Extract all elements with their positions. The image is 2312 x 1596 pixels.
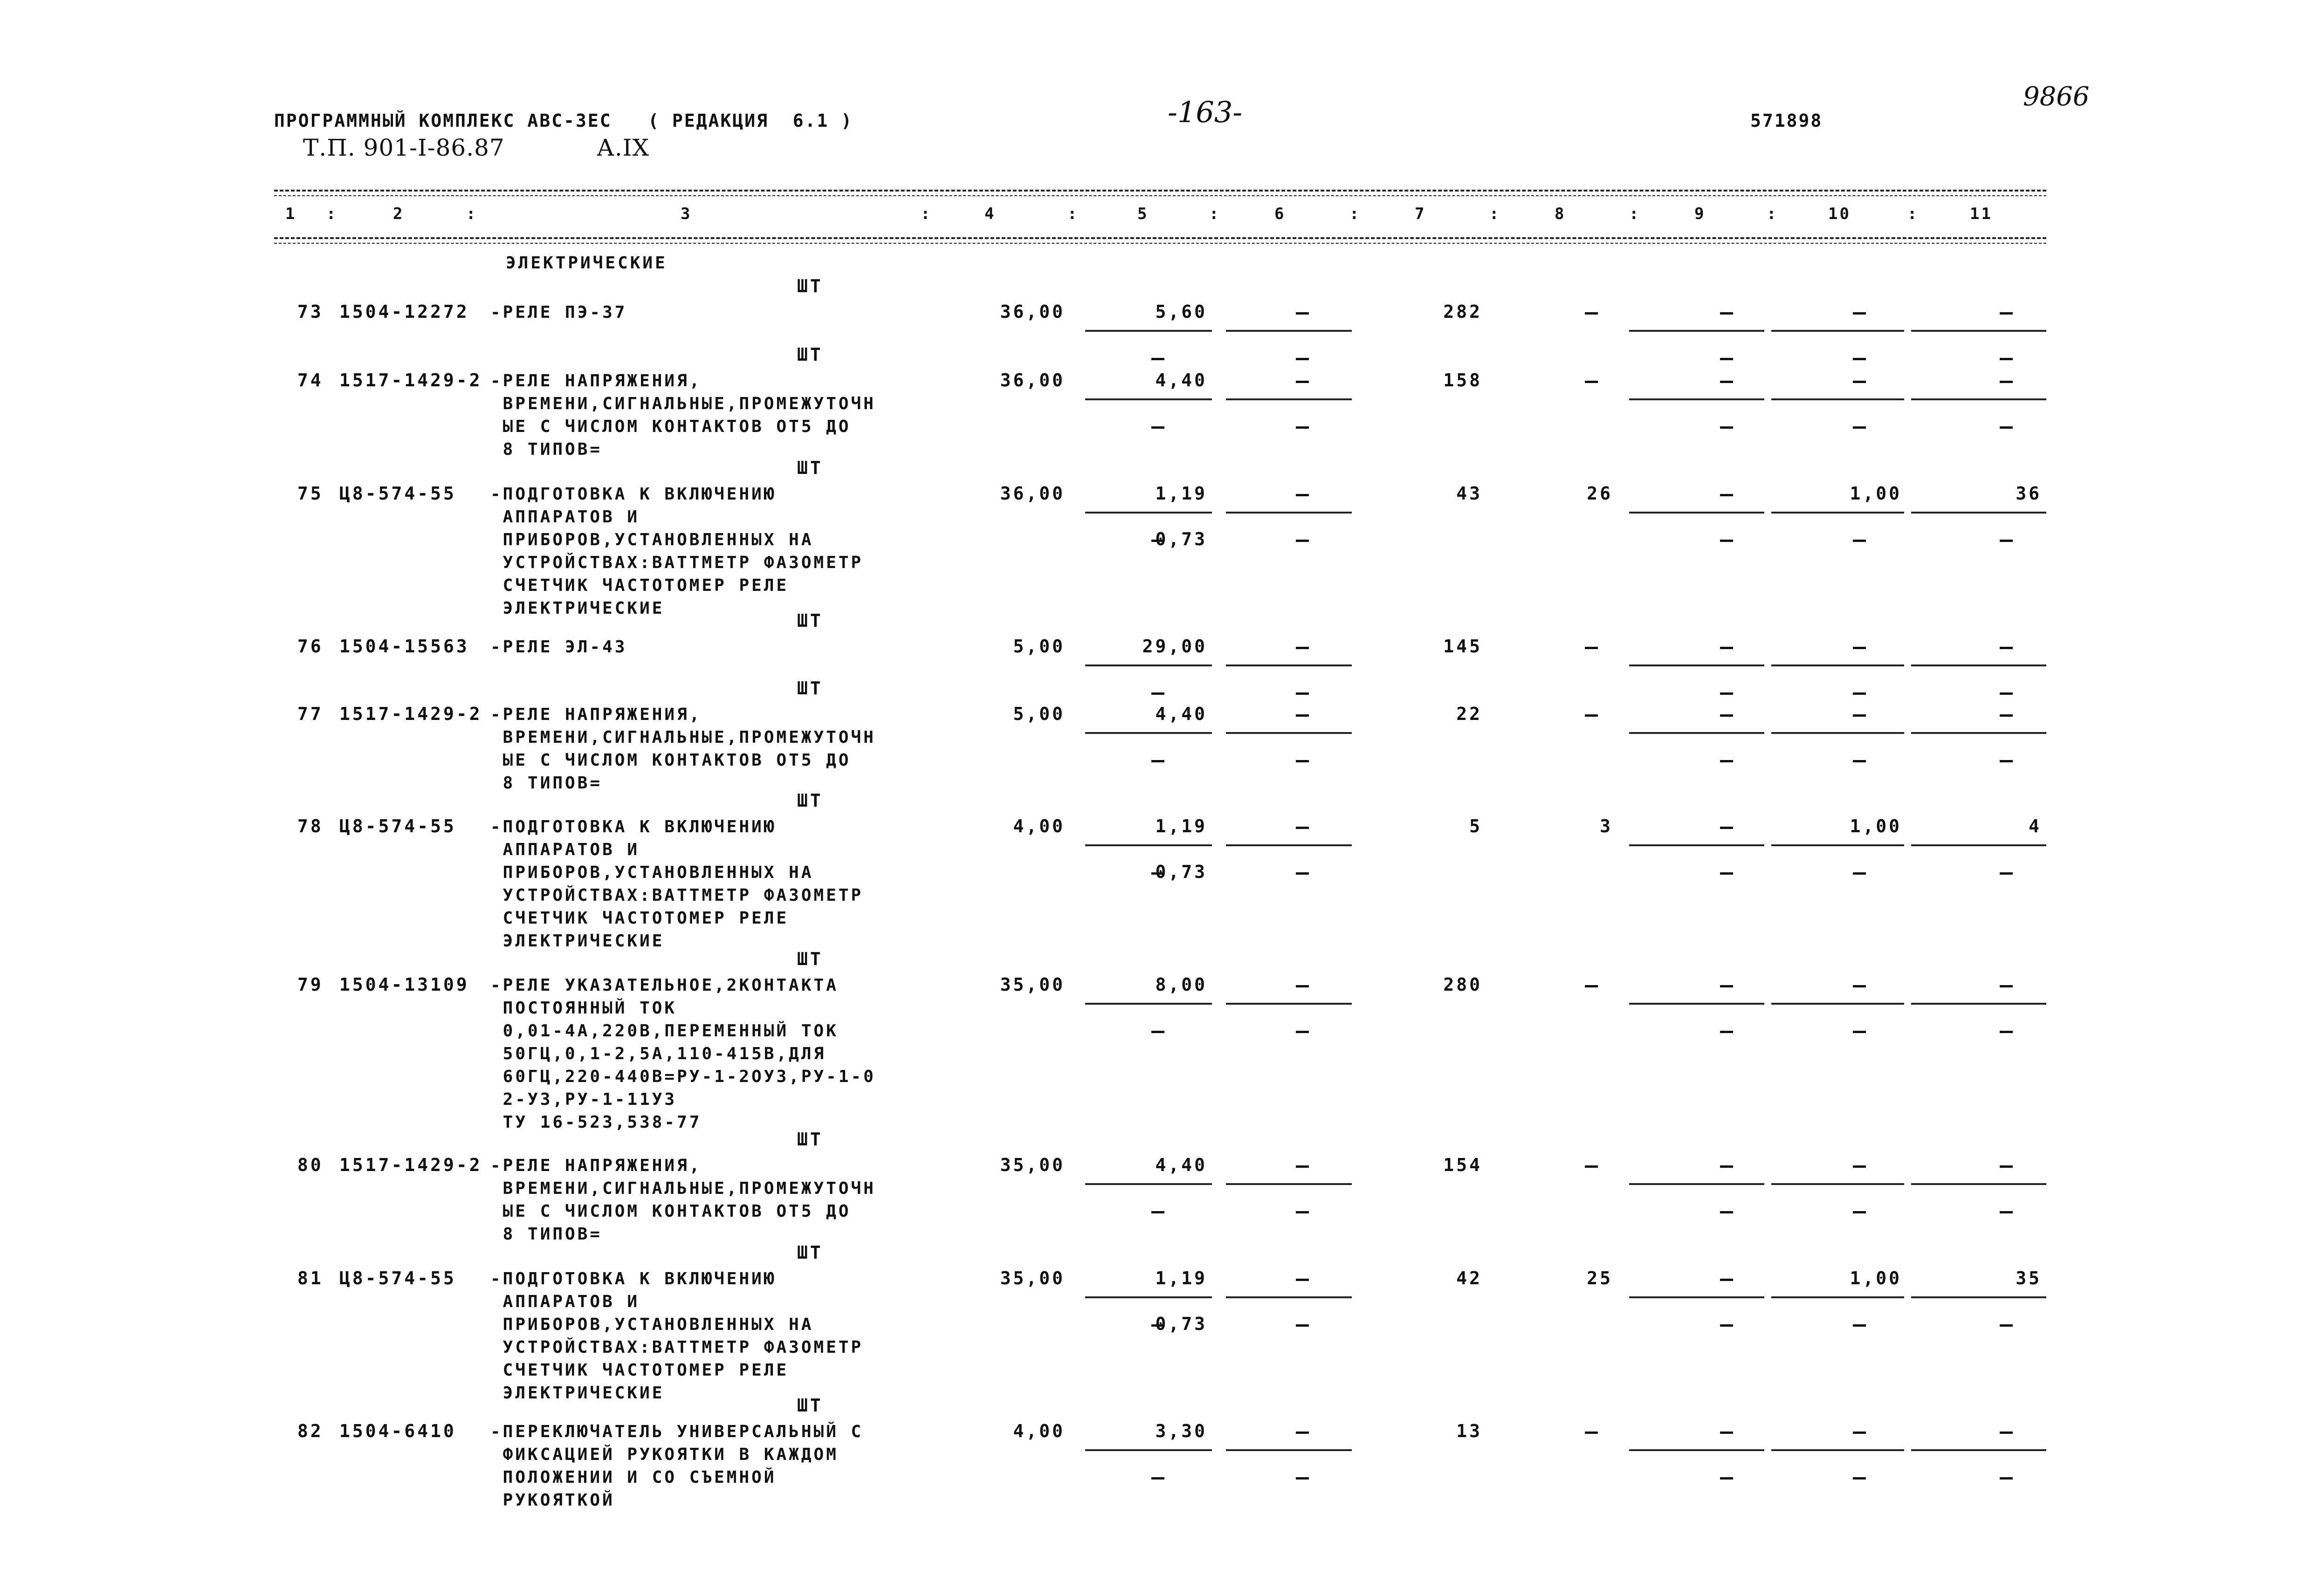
unit-label: ШТ	[797, 1242, 823, 1263]
cell-rule	[1771, 330, 1904, 332]
item-description: -ПОДГОТОВКА К ВКЛЮЧЕНИЮ АППАРАТОВ И ПРИБОРОВ,УСТАНОВЛЕННЫХ НА УСТРОЙСТВАХ:ВАТТМЕТР ФАЗОМЕТР СЧЕТЧИК ЧАСТОТОМЕР РЕЛЕ ЭЛЕКТРИЧЕСКИЕ	[490, 485, 864, 618]
cell-rule	[1911, 732, 2046, 734]
empty-cell-dash	[2000, 540, 2013, 542]
col4-value: 4,00	[1013, 816, 1065, 836]
item-code: 1517-1429-2	[339, 704, 482, 724]
empty-cell-dash	[1853, 1211, 1866, 1213]
col-separator: :	[1067, 205, 1079, 223]
empty-cell-dash	[1296, 426, 1309, 429]
empty-cell-dash	[1296, 1211, 1309, 1213]
empty-cell-dash	[2000, 760, 2013, 762]
item-description: -ПОДГОТОВКА К ВКЛЮЧЕНИЮ АППАРАТОВ И ПРИБОРОВ,УСТАНОВЛЕННЫХ НА УСТРОЙСТВАХ:ВАТТМЕТР ФАЗОМЕТР СЧЕТЧИК ЧАСТОТОМЕР РЕЛЕ ЭЛЕКТРИЧЕСКИЕ	[490, 1269, 864, 1403]
empty-cell-dash	[2000, 312, 2013, 315]
cell-rule	[1629, 1183, 1764, 1185]
cell-rule	[1771, 844, 1904, 846]
col-header-7: 7	[1415, 205, 1426, 223]
empty-cell-dash	[1296, 872, 1309, 875]
col-header-4: 4	[984, 205, 996, 223]
header-rule-bottom-2	[274, 243, 2046, 244]
row-number: 75	[297, 483, 323, 504]
empty-cell-dash	[2000, 1031, 2013, 1033]
cell-rule	[1771, 1003, 1904, 1005]
cell-rule	[1629, 1296, 1764, 1298]
col-header-5: 5	[1137, 205, 1149, 223]
col10-value: 1,00	[1850, 483, 1902, 504]
empty-cell-dash	[1585, 714, 1598, 717]
cell-rule	[1085, 1183, 1212, 1185]
cell-rule	[1085, 1003, 1212, 1005]
col-header-11: 11	[1970, 205, 1993, 223]
empty-cell-dash	[1296, 692, 1309, 695]
empty-cell-dash	[1720, 1279, 1733, 1281]
empty-cell-dash	[1296, 1031, 1309, 1033]
col-separator: :	[1767, 205, 1778, 223]
empty-cell-dash	[1720, 540, 1733, 542]
empty-cell-dash	[1720, 985, 1733, 987]
empty-cell-dash	[1151, 1324, 1164, 1327]
col5-secondary-value: 0,73	[1155, 862, 1207, 882]
cell-rule	[1911, 1183, 2046, 1185]
empty-cell-dash	[1720, 714, 1733, 717]
col5-value: 4,40	[1155, 704, 1207, 724]
item-description: -РЕЛЕ НАПРЯЖЕНИЯ, ВРЕМЕНИ,СИГНАЛЬНЫЕ,ПРОМЕЖУТОЧН ЫЕ С ЧИСЛОМ КОНТАКТОВ ОТ5 ДО 8 ТИПОВ=	[490, 371, 876, 459]
col-separator: :	[326, 205, 338, 223]
col10-value: 1,00	[1850, 1268, 1902, 1288]
col4-value: 4,00	[1013, 1421, 1065, 1441]
cell-rule	[1629, 1449, 1764, 1451]
empty-cell-dash	[1296, 312, 1309, 315]
cell-rule	[1771, 1296, 1904, 1298]
col7-value: 22	[1456, 704, 1482, 724]
empty-cell-dash	[1151, 540, 1164, 542]
unit-label: ШТ	[797, 610, 823, 631]
empty-cell-dash	[2000, 647, 2013, 649]
cell-rule	[1085, 1449, 1212, 1451]
empty-cell-dash	[2000, 872, 2013, 875]
col4-value: 35,00	[1000, 1268, 1065, 1288]
empty-cell-dash	[1720, 1477, 1733, 1480]
col7-value: 42	[1456, 1268, 1482, 1288]
cell-rule	[1911, 512, 2046, 514]
cell-rule	[1771, 1183, 1904, 1185]
empty-cell-dash	[1853, 1165, 1866, 1168]
col-header-9: 9	[1694, 205, 1706, 223]
empty-cell-dash	[2000, 426, 2013, 429]
col7-value: 5	[1469, 816, 1482, 836]
album-number: А.IX	[597, 134, 650, 161]
col5-value: 1,19	[1155, 816, 1207, 836]
col5-value: 4,40	[1155, 1155, 1207, 1175]
empty-cell-dash	[1720, 760, 1733, 762]
col-header-1: 1	[285, 205, 297, 223]
item-description: -РЕЛЕ ЭЛ-43	[490, 637, 627, 657]
empty-cell-dash	[1151, 1477, 1164, 1480]
empty-cell-dash	[1585, 1165, 1598, 1168]
empty-cell-dash	[1720, 692, 1733, 695]
col-separator: :	[1349, 205, 1361, 223]
empty-cell-dash	[2000, 381, 2013, 383]
item-code: 1504-12272	[339, 301, 469, 322]
item-code: 1504-15563	[339, 636, 469, 657]
col10-value: 1,00	[1850, 816, 1902, 836]
empty-cell-dash	[1296, 1165, 1309, 1168]
col5-value: 29,00	[1142, 636, 1207, 657]
cell-rule	[1085, 844, 1212, 846]
empty-cell-dash	[1585, 381, 1598, 383]
cell-rule	[1629, 398, 1764, 400]
col5-value: 8,00	[1155, 974, 1207, 995]
row-number: 81	[297, 1268, 323, 1288]
empty-cell-dash	[2000, 1211, 2013, 1213]
empty-cell-dash	[1151, 1031, 1164, 1033]
row-number: 77	[297, 704, 323, 724]
empty-cell-dash	[1585, 985, 1598, 987]
empty-cell-dash	[2000, 714, 2013, 717]
empty-cell-dash	[1720, 426, 1733, 429]
col4-value: 35,00	[1000, 1155, 1065, 1175]
item-description: -РЕЛЕ ПЭ-37	[490, 303, 627, 322]
col5-secondary-value: 0,73	[1155, 529, 1207, 549]
empty-cell-dash	[1720, 1432, 1733, 1434]
empty-cell-dash	[1853, 358, 1866, 360]
col5-value: 5,60	[1155, 301, 1207, 322]
cell-rule	[1629, 1003, 1764, 1005]
empty-cell-dash	[1853, 872, 1866, 875]
empty-cell-dash	[1151, 358, 1164, 360]
empty-cell-dash	[1853, 540, 1866, 542]
col7-value: 13	[1456, 1421, 1482, 1441]
col8-value: 25	[1587, 1268, 1613, 1288]
cell-rule	[1911, 1449, 2046, 1451]
col7-value: 154	[1443, 1155, 1482, 1175]
cell-rule	[1771, 664, 1904, 666]
empty-cell-dash	[1720, 1165, 1733, 1168]
item-description: -РЕЛЕ УКАЗАТЕЛЬНОЕ,2КОНТАКТА ПОСТОЯННЫЙ ТОК 0,01-4А,220В,ПЕРЕМЕННЫЙ ТОК 50ГЦ,0,1-2,5А,110-415В,ДЛЯ 60ГЦ,220-440В=РУ-1-2ОУЗ,РУ-1-0 2-УЗ,РУ-1-11УЗ ТУ 16-523,538-77	[490, 976, 876, 1132]
empty-cell-dash	[1296, 1279, 1309, 1281]
item-description: -РЕЛЕ НАПРЯЖЕНИЯ, ВРЕМЕНИ,СИГНАЛЬНЫЕ,ПРОМЕЖУТОЧН ЫЕ С ЧИСЛОМ КОНТАКТОВ ОТ5 ДО 8 ТИПОВ=	[490, 1156, 876, 1244]
unit-label: ШТ	[797, 276, 823, 296]
col7-value: 43	[1456, 483, 1482, 504]
col-separator: :	[921, 205, 932, 223]
empty-cell-dash	[1720, 494, 1733, 496]
item-code: 1517-1429-2	[339, 370, 482, 390]
program-title: ПРОГРАММНЫЙ КОМПЛЕКС АВС-ЗЕС ( РЕДАКЦИЯ 6.1 )	[274, 110, 853, 131]
col-header-8: 8	[1555, 205, 1566, 223]
cell-rule	[1085, 1296, 1212, 1298]
empty-cell-dash	[2000, 1477, 2013, 1480]
unit-label: ШТ	[797, 678, 823, 699]
corner-mark: 9866	[2023, 82, 2090, 112]
empty-cell-dash	[1151, 426, 1164, 429]
cell-rule	[1226, 1296, 1352, 1298]
empty-cell-dash	[1296, 1477, 1309, 1480]
item-code: Ц8-574-55	[339, 816, 456, 836]
item-code: Ц8-574-55	[339, 1268, 456, 1288]
cell-rule	[1085, 664, 1212, 666]
col4-value: 36,00	[1000, 370, 1065, 390]
empty-cell-dash	[1720, 647, 1733, 649]
col4-value: 35,00	[1000, 974, 1065, 995]
cell-rule	[1911, 1296, 2046, 1298]
cell-rule	[1771, 398, 1904, 400]
col8-value: 3	[1600, 816, 1613, 836]
cell-rule	[1629, 664, 1764, 666]
col-header-6: 6	[1274, 205, 1286, 223]
cell-rule	[1771, 1449, 1904, 1451]
continuation-text: ЭЛЕКТРИЧЕСКИЕ	[506, 253, 667, 273]
cell-rule	[1226, 1449, 1352, 1451]
col5-value: 4,40	[1155, 370, 1207, 390]
row-number: 79	[297, 974, 323, 995]
document-number: 571898	[1750, 110, 1823, 131]
empty-cell-dash	[2000, 358, 2013, 360]
col-separator: :	[1209, 205, 1221, 223]
cell-rule	[1911, 664, 2046, 666]
empty-cell-dash	[1720, 827, 1733, 829]
empty-cell-dash	[1720, 1211, 1733, 1213]
col-header-10: 10	[1828, 205, 1851, 223]
empty-cell-dash	[1151, 692, 1164, 695]
empty-cell-dash	[1853, 426, 1866, 429]
col-separator: :	[466, 205, 478, 223]
item-code: Ц8-574-55	[339, 483, 456, 504]
empty-cell-dash	[1296, 985, 1309, 987]
header-rule-top-2	[274, 195, 2046, 196]
cell-rule	[1226, 1183, 1352, 1185]
cell-rule	[1085, 732, 1212, 734]
empty-cell-dash	[2000, 692, 2013, 695]
empty-cell-dash	[1720, 1324, 1733, 1327]
project-code: Т.П. 901-I-86.87	[303, 134, 505, 161]
empty-cell-dash	[1585, 647, 1598, 649]
row-number: 78	[297, 816, 323, 836]
unit-label: ШТ	[797, 344, 823, 365]
col7-value: 158	[1443, 370, 1482, 390]
row-number: 80	[297, 1155, 323, 1175]
empty-cell-dash	[1296, 540, 1309, 542]
unit-label: ШТ	[797, 1395, 823, 1416]
header-rule-bottom	[274, 237, 2046, 239]
col-separator: :	[1629, 205, 1641, 223]
empty-cell-dash	[1853, 692, 1866, 695]
cell-rule	[1226, 844, 1352, 846]
col5-value: 3,30	[1155, 1421, 1207, 1441]
item-description: -ПЕРЕКЛЮЧАТЕЛЬ УНИВЕРСАЛЬНЫЙ С ФИКСАЦИЕЙ РУКОЯТКИ В КАЖДОМ ПОЛОЖЕНИИ И СО СЪЕМНОЙ РУКОЯТКОЙ	[490, 1422, 864, 1510]
empty-cell-dash	[1720, 1031, 1733, 1033]
empty-cell-dash	[2000, 1165, 2013, 1168]
cell-rule	[1629, 330, 1764, 332]
col4-value: 5,00	[1013, 636, 1065, 657]
empty-cell-dash	[1853, 714, 1866, 717]
empty-cell-dash	[1585, 1432, 1598, 1434]
col4-value: 5,00	[1013, 704, 1065, 724]
empty-cell-dash	[1296, 1432, 1309, 1434]
empty-cell-dash	[1296, 760, 1309, 762]
cell-rule	[1911, 330, 2046, 332]
cell-rule	[1085, 398, 1212, 400]
item-description: -РЕЛЕ НАПРЯЖЕНИЯ, ВРЕМЕНИ,СИГНАЛЬНЫЕ,ПРОМЕЖУТОЧН ЫЕ С ЧИСЛОМ КОНТАКТОВ ОТ5 ДО 8 ТИПОВ=	[490, 705, 876, 793]
cell-rule	[1629, 844, 1764, 846]
empty-cell-dash	[1296, 827, 1309, 829]
col7-value: 280	[1443, 974, 1482, 995]
empty-cell-dash	[2000, 1432, 2013, 1434]
col8-value: 26	[1587, 483, 1613, 504]
cell-rule	[1911, 1003, 2046, 1005]
col5-value: 1,19	[1155, 483, 1207, 504]
empty-cell-dash	[1296, 381, 1309, 383]
empty-cell-dash	[1151, 1211, 1164, 1213]
item-code: 1504-13109	[339, 974, 469, 995]
col11-value: 36	[2016, 483, 2042, 504]
cell-rule	[1911, 398, 2046, 400]
cell-rule	[1226, 512, 1352, 514]
empty-cell-dash	[1720, 358, 1733, 360]
empty-cell-dash	[2000, 985, 2013, 987]
empty-cell-dash	[1720, 381, 1733, 383]
empty-cell-dash	[1296, 714, 1309, 717]
cell-rule	[1085, 512, 1212, 514]
cell-rule	[1771, 732, 1904, 734]
empty-cell-dash	[1151, 760, 1164, 762]
empty-cell-dash	[1853, 381, 1866, 383]
header-rule-top	[274, 190, 2046, 192]
empty-cell-dash	[1296, 494, 1309, 496]
empty-cell-dash	[1853, 760, 1866, 762]
item-code: 1504-6410	[339, 1421, 456, 1441]
item-description: -ПОДГОТОВКА К ВКЛЮЧЕНИЮ АППАРАТОВ И ПРИБОРОВ,УСТАНОВЛЕННЫХ НА УСТРОЙСТВАХ:ВАТТМЕТР ФАЗОМЕТР СЧЕТЧИК ЧАСТОТОМЕР РЕЛЕ ЭЛЕКТРИЧЕСКИЕ	[490, 817, 864, 951]
cell-rule	[1226, 732, 1352, 734]
empty-cell-dash	[2000, 1324, 2013, 1327]
col5-secondary-value: 0,73	[1155, 1314, 1207, 1334]
cell-rule	[1911, 844, 2046, 846]
cell-rule	[1226, 398, 1352, 400]
page-number: -163-	[1168, 95, 1243, 129]
empty-cell-dash	[1296, 1324, 1309, 1327]
col4-value: 36,00	[1000, 483, 1065, 504]
col4-value: 36,00	[1000, 301, 1065, 322]
col-separator: :	[1907, 205, 1919, 223]
cell-rule	[1629, 732, 1764, 734]
empty-cell-dash	[1853, 985, 1866, 987]
row-number: 73	[297, 301, 323, 322]
empty-cell-dash	[1296, 358, 1309, 360]
item-code: 1517-1429-2	[339, 1155, 482, 1175]
empty-cell-dash	[1853, 1031, 1866, 1033]
cell-rule	[1226, 664, 1352, 666]
cell-rule	[1771, 512, 1904, 514]
cell-rule	[1226, 330, 1352, 332]
row-number: 74	[297, 370, 323, 390]
cell-rule	[1226, 1003, 1352, 1005]
empty-cell-dash	[1296, 647, 1309, 649]
empty-cell-dash	[1853, 647, 1866, 649]
empty-cell-dash	[1585, 312, 1598, 315]
empty-cell-dash	[1853, 1432, 1866, 1434]
empty-cell-dash	[1853, 1477, 1866, 1480]
col-header-3: 3	[681, 205, 692, 223]
row-number: 76	[297, 636, 323, 657]
col7-value: 282	[1443, 301, 1482, 322]
col5-value: 1,19	[1155, 1268, 1207, 1288]
cell-rule	[1085, 330, 1212, 332]
unit-label: ШТ	[797, 949, 823, 969]
empty-cell-dash	[1720, 872, 1733, 875]
col11-value: 35	[2016, 1268, 2042, 1288]
empty-cell-dash	[1853, 1324, 1866, 1327]
unit-label: ШТ	[797, 458, 823, 478]
unit-label: ШТ	[797, 1129, 823, 1150]
unit-label: ШТ	[797, 790, 823, 811]
cell-rule	[1629, 512, 1764, 514]
col-separator: :	[1489, 205, 1501, 223]
empty-cell-dash	[1853, 312, 1866, 315]
col7-value: 145	[1443, 636, 1482, 657]
col-header-2: 2	[393, 205, 405, 223]
col11-value: 4	[2029, 816, 2042, 836]
empty-cell-dash	[1151, 872, 1164, 875]
empty-cell-dash	[1720, 312, 1733, 315]
row-number: 82	[297, 1421, 323, 1441]
